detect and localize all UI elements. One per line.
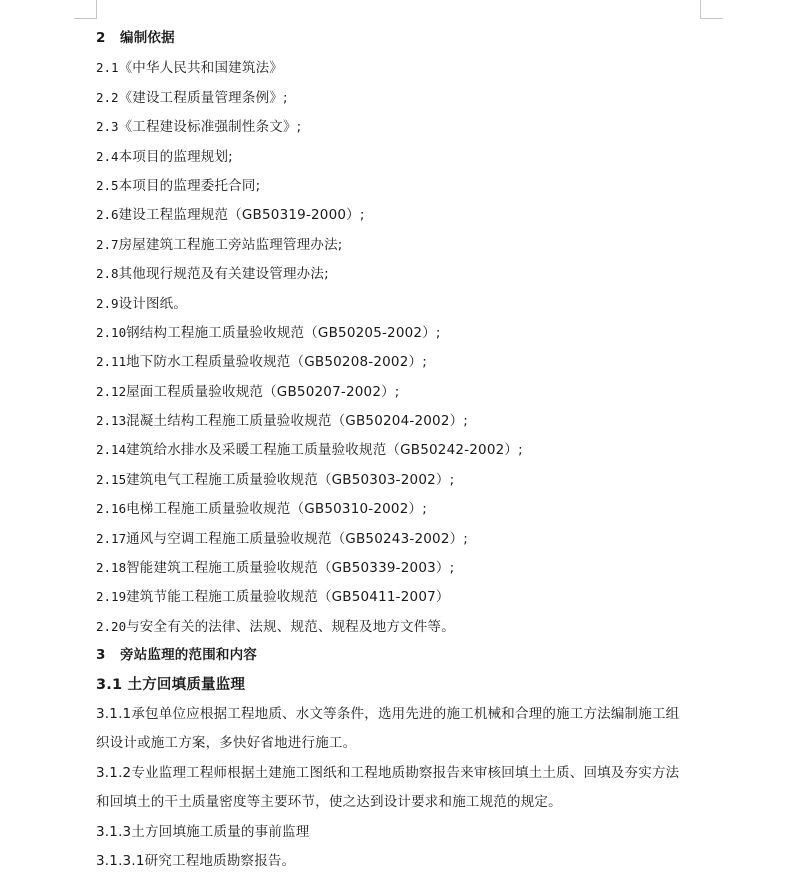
list-item: 2.7房屋建筑工程施工旁站监理管理办法; <box>96 236 343 253</box>
section-title: 旁站监理的范围和内容 <box>120 647 257 664</box>
list-item: 2.13混凝土结构工程施工质量验收规范（GB50204-2002）; <box>96 413 469 430</box>
list-item: 2.8其他现行规范及有关建设管理办法; <box>96 266 329 283</box>
paragraph-3-1-2-line-2: 和回填土的干土质量密度等主要环节，使之达到设计要求和施工规范的规定。 <box>96 794 562 811</box>
list-item: 2.4本项目的监理规划; <box>96 148 233 165</box>
section-number: 2 <box>96 30 106 46</box>
list-item: 2.18智能建筑工程施工质量验收规范（GB50339-2003）; <box>96 560 455 577</box>
list-item: 2.6建设工程监理规范（GB50319-2000）; <box>96 207 365 224</box>
paragraph-3-1-3-1: 3.1.3.1研究工程地质勘察报告。 <box>96 852 296 869</box>
section-title: 编制依据 <box>120 30 175 46</box>
list-item: 2.16电梯工程施工质量验收规范（GB50310-2002）; <box>96 501 427 518</box>
list-item: 2.5本项目的监理委托合同; <box>96 177 261 194</box>
list-item: 2.19建筑节能工程施工质量验收规范（GB50411-2007） <box>96 589 450 606</box>
section-number: 3 <box>96 647 106 664</box>
section-2-list <box>96 53 714 641</box>
list-item: 2.9设计图纸。 <box>96 295 188 312</box>
section-3-heading <box>96 641 714 670</box>
paragraph-3-1-1-line-2: 织设计或施工方案，多快好省地进行施工。 <box>96 735 357 752</box>
list-item: 2.10钢结构工程施工质量验收规范（GB50205-2002）; <box>96 324 441 341</box>
list-item: 2.3《工程建设标准强制性条文》; <box>96 119 302 136</box>
list-item: 2.11地下防水工程质量验收规范（GB50208-2002）; <box>96 354 427 371</box>
list-item: 2.1《中华人民共和国建筑法》 <box>96 60 283 77</box>
subsection-3-1-heading: 3.1 土方回填质量监理 <box>96 676 246 693</box>
list-item: 2.2《建设工程质量管理条例》; <box>96 89 288 106</box>
page-corner-mark-left <box>74 0 97 19</box>
list-item: 2.12屋面工程质量验收规范（GB50207-2002）; <box>96 383 400 400</box>
document-page <box>96 24 714 876</box>
page-corner-mark-right <box>700 0 723 19</box>
paragraph-3-1-1-line-1: 3.1.1承包单位应根据工程地质、水文等条件，选用先进的施工机械和合理的施工方法编制施工组 <box>96 705 680 722</box>
list-item: 2.17通风与空调工程施工质量验收规范（GB50243-2002）; <box>96 530 469 547</box>
paragraph-3-1-3: 3.1.3土方回填施工质量的事前监理 <box>96 823 310 840</box>
paragraph-3-1-2-line-1: 3.1.2专业监理工程师根据土建施工图纸和工程地质勘察报告来审核回填土土质、回填及夯实方法 <box>96 764 680 781</box>
list-item: 2.15建筑电气工程施工质量验收规范（GB50303-2002）; <box>96 471 455 488</box>
list-item: 2.14建筑给水排水及采暖工程施工质量验收规范（GB50242-2002）; <box>96 442 523 459</box>
section-2-heading <box>96 24 714 53</box>
list-item: 2.20与安全有关的法律、法规、规范、规程及地方文件等。 <box>96 618 455 635</box>
